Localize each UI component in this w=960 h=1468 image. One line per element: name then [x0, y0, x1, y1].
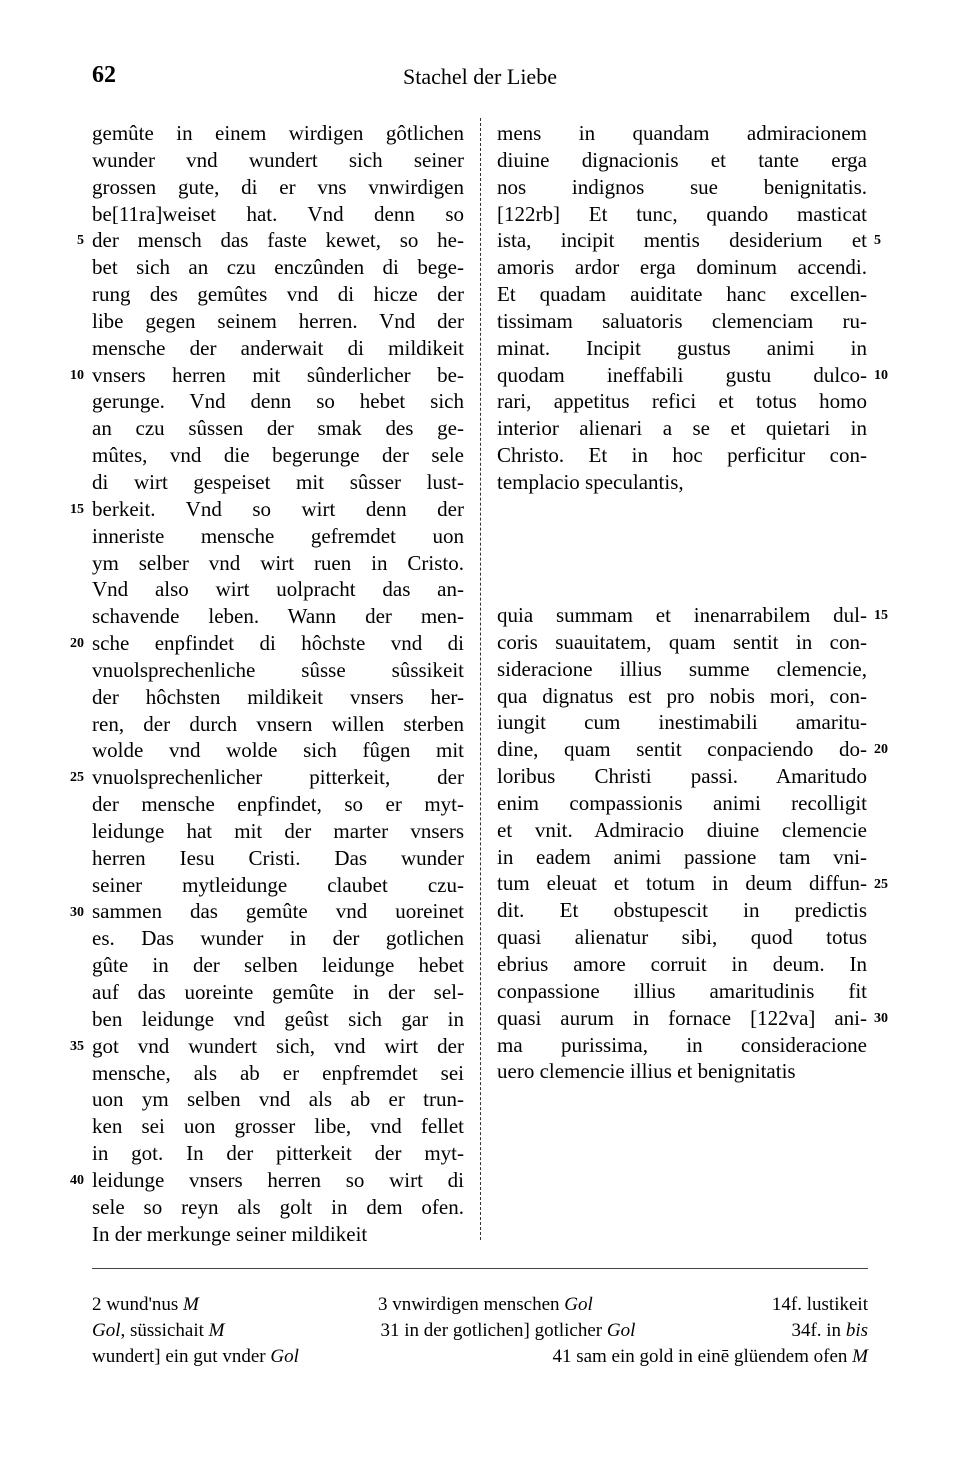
text-line: sammen das gemûte vnd uoreinet — [92, 899, 464, 924]
text-line: be[11ra]weiset hat. Vnd denn so — [92, 201, 464, 226]
text-line: uero clemencie illius et benignitatis — [497, 1059, 796, 1084]
text-line: quasi alienatur sibi, quod totus — [497, 925, 867, 950]
line-number: 40 — [70, 1173, 84, 1189]
text-line: ben leidunge vnd geûst sich gar in — [92, 1006, 464, 1031]
text-line: sideracione illius summe clemencie, — [497, 656, 867, 681]
text-line: mensche der anderwait di mildikeit — [92, 335, 464, 360]
text-line: wolde vnd wolde sich fûgen mit — [92, 738, 464, 763]
text-line: et vnit. Admiracio diuine clemencie — [497, 817, 867, 842]
text-line: rung des gemûtes vnd di hicze der — [92, 282, 464, 307]
line-number: 20 — [70, 636, 84, 652]
page-number: 62 — [92, 62, 116, 88]
page-header — [0, 62, 960, 96]
text-line: rari, appetitus refici et totus homo — [497, 389, 867, 414]
text-line: ista, incipit mentis desiderium et — [497, 228, 867, 253]
text-line: leidunge vnsers herren so wirt di — [92, 1167, 464, 1192]
line-number: 25 — [70, 770, 84, 786]
text-line: wunder vnd wundert sich seiner — [92, 147, 464, 172]
text-line: loribus Christi passi. Amaritudo — [497, 764, 867, 789]
text-line: schavende leben. Wann der men- — [92, 604, 464, 629]
text-line: leidunge hat mit der marter vnsers — [92, 818, 464, 843]
text-line: gerunge. Vnd denn so hebet sich — [92, 389, 464, 414]
text-line: enim compassionis animi recolligit — [497, 790, 867, 815]
text-line: ym selber vnd wirt ruen in Cristo. — [92, 550, 464, 575]
text-line: vnuolsprechenlicher pitterkeit, der — [92, 765, 464, 790]
text-line: der hôchsten mildikeit vnsers her- — [92, 684, 464, 709]
left-column-german-text — [92, 120, 464, 1247]
text-line: mensche, als ab er enpfremdet sei — [92, 1060, 464, 1085]
apparatus-line: 2 wund'nus M 3 vnwirdigen menschen Gol 14f. lustikeit — [92, 1294, 868, 1315]
text-line: minat. Incipit gustus animi in — [497, 335, 867, 360]
text-line: mûtes, vnd die begerunge der sele — [92, 443, 464, 468]
text-line: tissimam saluatoris clemenciam ru- — [497, 308, 867, 333]
text-line: ken sei uon grosser libe, vnd fellet — [92, 1114, 464, 1139]
text-line: qua dignatus est pro nobis mori, con- — [497, 683, 867, 708]
text-line: tum eleuat et totum in deum diffun- — [497, 871, 867, 896]
text-line: diuine dignacionis et tante erga — [497, 147, 867, 172]
text-line: quia summam et inenarrabilem dul- — [497, 603, 867, 627]
text-line: der mensch das faste kewet, so he- — [92, 228, 464, 253]
line-number: 5 — [77, 233, 84, 249]
text-line: auf das uoreinte gemûte in der sel- — [92, 980, 464, 1004]
text-line: berkeit. Vnd so wirt denn der — [92, 496, 464, 521]
right-column-latin-text-top — [497, 120, 867, 496]
line-number: 10 — [874, 367, 888, 383]
text-line: got vnd wundert sich, vnd wirt der — [92, 1033, 464, 1058]
text-line: herren Iesu Cristi. Das wunder — [92, 845, 464, 870]
text-line: an czu sûssen der smak des ge- — [92, 416, 464, 441]
text-line: grossen gute, di er vns vnwirdigen — [92, 174, 464, 199]
text-line: mens in quandam admiracionem — [497, 121, 867, 145]
text-line: ma purissima, in consideracione — [497, 1032, 867, 1057]
text-line: coris suauitatem, quam sentit in con- — [497, 629, 867, 654]
text-line: nos indignos sue benignitatis. — [497, 174, 867, 199]
text-line: interior alienari a se et quietari in — [497, 416, 867, 441]
text-line: bet sich an czu enczûnden di bege- — [92, 255, 464, 280]
critical-apparatus — [92, 1292, 868, 1370]
line-number: 30 — [70, 904, 84, 920]
text-line: [122rb] Et tunc, quando masticat — [497, 201, 867, 226]
text-line: inneriste mensche gefremdet uon — [92, 523, 464, 548]
line-number: 35 — [70, 1038, 84, 1054]
line-number: 30 — [874, 1010, 888, 1026]
text-line: quodam ineffabili gustu dulco- — [497, 362, 867, 387]
text-line: ren, der durch vnsern willen sterben — [92, 711, 464, 736]
text-line: iungit cum inestimabili amaritu- — [497, 710, 867, 735]
text-line: vnsers herren mit sûnderlicher be- — [92, 362, 464, 387]
apparatus-line: Gol, süssichait M 31 in der gotlichen] gotlicher Gol 34f. in bis — [92, 1320, 868, 1341]
text-line: sele so reyn als golt in dem ofen. — [92, 1194, 464, 1219]
text-line: gûte in der selben leidunge hebet — [92, 953, 464, 978]
text-line: gemûte in einem wirdigen gôtlichen — [92, 121, 464, 145]
line-number: 15 — [874, 608, 888, 623]
text-line: Christo. Et in hoc perficitur con- — [497, 443, 867, 468]
apparatus-line: wundert] ein gut vnder Gol 41 sam ein gold in einē glüendem ofen M — [92, 1346, 868, 1367]
text-line: Vnd also wirt uolpracht das an- — [92, 577, 464, 602]
text-line: libe gegen seinem herren. Vnd der — [92, 308, 464, 333]
text-line: ebrius amore corruit in deum. In — [497, 951, 867, 976]
text-line: vnuolsprechenliche sûsse sûssikeit — [92, 657, 464, 682]
line-number: 10 — [70, 367, 84, 383]
running-title: Stachel der Liebe — [403, 64, 557, 89]
text-line: templacio speculantis, — [497, 469, 684, 494]
text-line: in eadem animi passione tam vni- — [497, 844, 867, 869]
text-line: dine, quam sentit conpaciendo do- — [497, 737, 867, 762]
text-line: di wirt gespeiset mit sûsser lust- — [92, 469, 464, 494]
line-number: 20 — [874, 742, 888, 758]
text-line: sche enpfindet di hôchste vnd di — [92, 631, 464, 656]
text-line: amoris ardor erga dominum accendi. — [497, 255, 867, 280]
line-number: 25 — [874, 876, 888, 892]
text-line: dit. Et obstupescit in predictis — [497, 898, 867, 923]
text-line: seiner mytleidunge claubet czu- — [92, 872, 464, 897]
text-line: es. Das wunder in der gotlichen — [92, 926, 464, 951]
text-line: in got. In der pitterkeit der myt- — [92, 1141, 464, 1166]
footnote-rule — [92, 1268, 868, 1269]
text-line: der mensche enpfindet, so er myt- — [92, 792, 464, 817]
text-line: In der merkunge seiner mildikeit — [92, 1221, 368, 1246]
column-divider — [480, 118, 481, 1240]
text-line: uon ym selben vnd als ab er trun- — [92, 1087, 464, 1112]
right-column-latin-text-bottom — [497, 602, 867, 1085]
text-line: conpassione illius amaritudinis fit — [497, 978, 867, 1003]
line-number: 15 — [70, 501, 84, 517]
text-line: quasi aurum in fornace [122va] ani- — [497, 1005, 867, 1030]
text-line: Et quadam auiditate hanc excellen- — [497, 282, 867, 307]
line-number: 5 — [874, 233, 881, 249]
